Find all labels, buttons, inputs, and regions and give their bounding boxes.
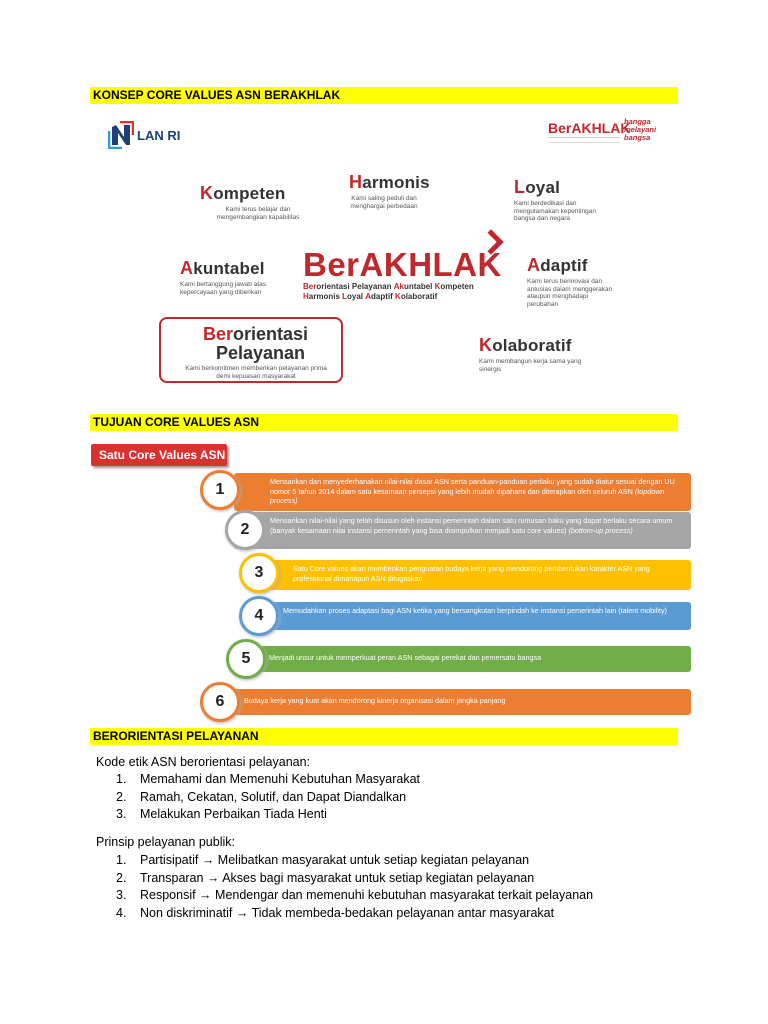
sub2-p5: A bbox=[365, 292, 372, 301]
lanri-mark-icon bbox=[108, 121, 134, 149]
value-kolaboratif bbox=[479, 335, 599, 373]
tujuan-bar-5 bbox=[245, 646, 691, 672]
berorientasi-desc: Kami berkomitmen memberikan pelayanan prima demi kepuasan masyarakat bbox=[185, 365, 327, 380]
kolaboratif-cap: K bbox=[479, 335, 493, 355]
tujuan-bar-3 bbox=[255, 560, 691, 590]
akuntabel-cap: A bbox=[180, 258, 194, 278]
kode-etik-list bbox=[116, 771, 420, 824]
akuntabel-rest: kuntabel bbox=[193, 259, 265, 278]
harmonis-rest: armonis bbox=[362, 173, 430, 192]
tujuan-circle-2: 2 bbox=[225, 510, 265, 550]
tujuan-text-4: Memudahkan proses adaptasi bagi ASN ketika yang bersangkutan berpindah ke instansi pemerintah lain (talent mobility) bbox=[283, 606, 667, 615]
satu-core-values-badge: Satu Core Values ASN bbox=[91, 444, 227, 466]
prinsip-text-4: Non diskriminatif → Tidak membeda-bedakan pelayanan antar masyarakat bbox=[140, 905, 555, 920]
tujuan-circle-6: 6 bbox=[200, 682, 240, 722]
kode-etik-intro: Kode etik ASN berorientasi pelayanan: bbox=[96, 755, 311, 769]
prinsip-intro: Prinsip pelayanan publik: bbox=[96, 835, 235, 849]
adaptif-desc: Kami terus berinovasi dan antusias dalam menggerakan ataupun menghadapi perubahan bbox=[527, 278, 613, 308]
kolaboratif-rest: olaboratif bbox=[492, 336, 572, 355]
lanri-logo bbox=[108, 121, 180, 149]
tujuan-text-2: Mensarikan nilai-nilai yang telah disusun oleh instansi pemerintah dalam satu rumusan baku yang dapat berlaku secara umum (banyak kesamaan nilai instansi pemerintah yang bisa disimpulkan menjadi satu core values) bbox=[270, 516, 673, 535]
berorientasi-rest: orientasi bbox=[233, 324, 309, 344]
center-berakhlak: BerAKHLAK bbox=[303, 246, 502, 283]
tujuan-circle-3: 3 bbox=[239, 553, 279, 593]
prinsip-num-4: 4. bbox=[116, 905, 127, 920]
tujuan-text-1: Mensarikan dan menyederhanakan nilai-nilai dasar ASN serta panduan-panduan perilaku yang sudah diatur sesuai dengan UU nomor 5 tahun 2014 dalam satu kesamaan persepsi yang lebih mudah dipahami dan diterapkan oleh seluruh ASN bbox=[270, 477, 675, 496]
value-adaptif bbox=[527, 255, 627, 308]
tujuan-text-6: Budaya kerja yang kuat akan mendorong kinerja organisasi dalam jangka panjang bbox=[244, 696, 506, 705]
brand-underline bbox=[548, 137, 620, 143]
tujuan-circle-5: 5 bbox=[226, 639, 266, 679]
tujuan-italic-2: (bottom-up process) bbox=[568, 525, 633, 535]
sub2-p6: daptif bbox=[371, 292, 396, 301]
harmonis-desc: Kami saling peduli dan menghargai perbedaan bbox=[350, 195, 418, 210]
section-title-konsep: KONSEP CORE VALUES ASN BERAKHLAK bbox=[90, 87, 678, 104]
prinsip-text-3: Responsif → Mendengar dan memenuhi kebutuhan masyarakat terkait pelayanan bbox=[140, 888, 594, 902]
tujuan-circle-4: 4 bbox=[239, 596, 279, 636]
akuntabel-desc: Kami bertanggung jawab atas kepercayaan yang diberikan bbox=[180, 281, 267, 296]
prinsip-num-1: 1. bbox=[116, 853, 127, 867]
list-item bbox=[116, 905, 593, 923]
sub2-p4: oyal bbox=[347, 292, 366, 301]
sub2-p1: H bbox=[303, 292, 309, 301]
kompeten-cap: K bbox=[200, 183, 214, 203]
kode-num-3: 3. bbox=[116, 807, 127, 821]
loyal-desc: Kami berdedikasi dan mengutamakan kepentingan bangsa dan negara bbox=[514, 200, 597, 222]
section-title-tujuan: TUJUAN CORE VALUES ASN bbox=[90, 414, 678, 431]
prinsip-text-1: Partisipatif → Melibatkan masyarakat untuk setiap kegiatan pelayanan bbox=[140, 853, 530, 867]
value-harmonis bbox=[349, 172, 459, 210]
sub2-p8: olaboratif bbox=[400, 292, 438, 301]
kode-text-2: Ramah, Cekatan, Solutif, dan Dapat Diandalkan bbox=[140, 789, 407, 804]
sub1-p4: untabel bbox=[403, 282, 435, 291]
value-akuntabel bbox=[180, 258, 280, 296]
prinsip-num-2: 2. bbox=[116, 870, 127, 885]
loyal-rest: oyal bbox=[525, 178, 561, 197]
kompeten-desc: Kami terus belajar dan mengembangkan kapabilitas bbox=[216, 206, 300, 221]
berorientasi-line2: Pelayanan bbox=[216, 343, 306, 363]
tujuan-text-5: Menjadi unsur untuk memperkuat peran ASN sebagai perekat dan pemersatu bangsa bbox=[269, 653, 542, 662]
prinsip-num-3: 3. bbox=[116, 888, 127, 902]
kode-text-3: Melakukan Perbaikan Tiada Henti bbox=[140, 807, 327, 821]
kode-num-1: 1. bbox=[116, 772, 127, 786]
tujuan-bar-1 bbox=[234, 473, 691, 511]
sub2-p3: L bbox=[342, 292, 348, 301]
sub1-p3: Ak bbox=[393, 282, 404, 291]
tujuan-circle-1: 1 bbox=[200, 470, 240, 510]
brand-word: BerAKHLAK bbox=[548, 120, 631, 136]
kompeten-rest: ompeten bbox=[213, 184, 286, 203]
tujuan-bar-2 bbox=[234, 512, 691, 549]
prinsip-text-2: Transparan → Akses bagi masyarakat untuk setiap kegiatan pelayanan bbox=[140, 870, 535, 885]
value-kompeten bbox=[200, 183, 310, 221]
berorientasi-cap: Ber bbox=[203, 324, 234, 344]
kode-text-1: Memahami dan Memenuhi Kebutuhan Masyarakat bbox=[140, 772, 421, 786]
adaptif-cap: A bbox=[527, 255, 541, 275]
value-berorientasi-box bbox=[159, 317, 343, 383]
sub1-p1: Ber bbox=[303, 282, 317, 291]
harmonis-cap: H bbox=[349, 172, 363, 192]
lanri-text: LAN RI bbox=[137, 127, 181, 143]
value-loyal bbox=[514, 177, 619, 223]
list-item bbox=[116, 806, 420, 824]
berakhlak-brand-logo bbox=[548, 118, 668, 148]
kolaboratif-desc: Kami membangun kerja sama yang sinergis bbox=[479, 358, 582, 373]
tujuan-bar-6 bbox=[220, 689, 691, 715]
section-title-berorientasi: BERORIENTASI PELAYANAN bbox=[90, 728, 678, 745]
prinsip-list bbox=[116, 852, 593, 922]
adaptif-rest: daptif bbox=[540, 256, 588, 275]
loyal-cap: L bbox=[514, 177, 526, 197]
list-item bbox=[116, 870, 593, 888]
tujuan-bar-4 bbox=[255, 602, 691, 630]
tujuan-text-3: Satu Core values akan memberikan penguatan budaya kerja yang mendorong pembentukan karakter ASN yang professional dimanapun ASN ditugaskan bbox=[293, 564, 650, 583]
sub1-p5: K bbox=[434, 282, 441, 291]
sub1-p2: orientasi Pelayanan bbox=[316, 282, 394, 291]
sub2-p2: armonis bbox=[308, 292, 343, 301]
sub1-p6: ompeten bbox=[440, 282, 474, 291]
list-item bbox=[116, 771, 420, 789]
list-item bbox=[116, 887, 593, 905]
list-item bbox=[116, 789, 420, 807]
sub2-p7: K bbox=[395, 292, 401, 301]
center-subtitle bbox=[303, 282, 474, 302]
list-item bbox=[116, 852, 593, 870]
bangga-logo: bangga melayani bangsa bbox=[624, 117, 657, 142]
tujuan-italic-1: (topdown process) bbox=[270, 486, 665, 505]
kode-num-2: 2. bbox=[116, 789, 127, 804]
